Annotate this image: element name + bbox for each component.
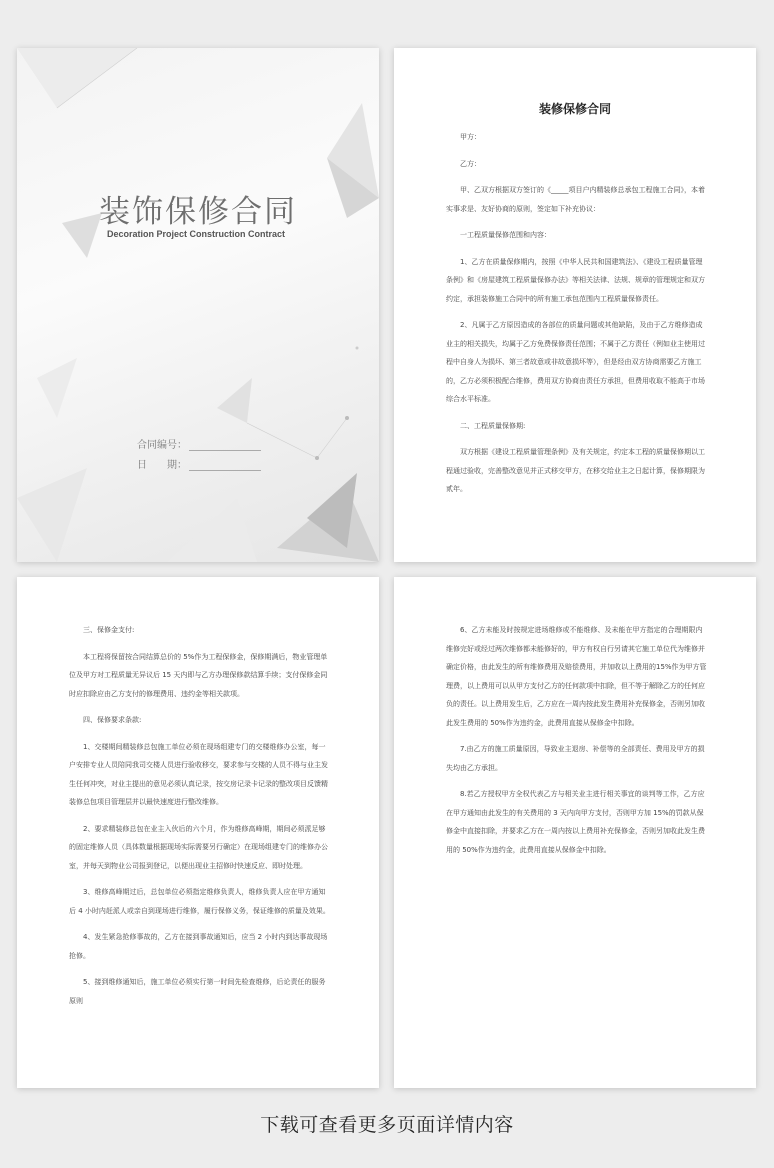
date-field	[137, 456, 261, 471]
clause-paragraph: 双方根据《建设工程质量管理条例》及有关规定，约定本工程的质量保修期以工程通过验收，完善整改意见并正式移交甲方，在移交给业主之日起计算，保修期限为贰年。	[446, 448, 705, 493]
clause-paragraph: 7.由乙方的施工质量原因，导致业主退房、补偿等的全部责任、费用及甲方的损失均由乙方承担。	[446, 745, 705, 772]
clause-paragraph: 8.若乙方授权甲方全权代表乙方与相关业主进行相关事宜的谈判等工作，乙方应在甲方通知由此发生的有关费用的 3 天内向甲方支付，否则甲方加 15%的罚款从保修金中直接扣除，并要求乙方在一周内按以上费用补充保修金，否则另加收此发生费用的 50%作为违约金，此费用直接从保修金中扣除。	[446, 790, 705, 854]
page4-body	[446, 621, 708, 867]
party-b-line: 乙方：	[460, 159, 481, 168]
page3-body	[69, 621, 331, 1018]
document-page-2	[394, 48, 756, 562]
clause-paragraph: 2、要求精装修总包在业主入伙后的六个月，作为维修高峰期，期间必须派足够的固定维修人员（具体数量根据现场实际需要另行确定）在现场组建专门的维修办公室，并每天到物业公司报到登记，以便出现业主招修时快速反应、即时处理。	[69, 824, 328, 870]
contract-no-label: 合同编号：	[137, 440, 187, 451]
section-heading: 一工程质量保修范围和内容：	[460, 231, 551, 239]
clause-paragraph: 3、维修高峰期过后，总包单位必须指定维修负责人，维修负责人应在甲方通知后 4 小时内赶派人或亲自到现场进行维修，履行保修义务，保证维修的质量及效果。	[69, 888, 330, 915]
section-heading: 二、工程质量保修期:	[460, 421, 526, 430]
cover-page	[17, 48, 379, 562]
cover-subtitle: Decoration Project Construction Contract	[107, 229, 286, 239]
intro-paragraph: 甲、乙双方根据双方签订的《_____项目户内精装修总承包工程施工合同》，本着实事求是、友好协商的原则，签定如下补充协议：	[446, 186, 705, 213]
download-more-caption: 下载可查看更多页面详情内容	[260, 1114, 514, 1136]
contract-no-line	[189, 441, 261, 451]
page2-body	[446, 128, 708, 507]
cover-title: 装饰保修合同	[99, 194, 297, 230]
clause-paragraph: 本工程将保留按合同结算总价的 5%作为工程保修金，保修期满后，物业管理单位及甲方对工程质量无异议后 15 天内即与乙方办理保修款结算手续；支付保修金同时应扣除应由乙方支付的修理费用、违约金等相关款项。	[69, 652, 328, 698]
document-page-4	[394, 577, 756, 1088]
date-label: 日 期：	[137, 460, 187, 471]
clause-paragraph: 5、接到维修通知后，施工单位必须实行第一时间先检查维修，后论责任的服务原则	[69, 978, 326, 1005]
clause-paragraph: 2、凡属于乙方原因造成的各部位的质量问题或其他缺陷，及由于乙方维修造成业主的相关损失，均属于乙方免费保修责任范围；不属于乙方责任（例如业主使用过程中自身人为损坏、第三者故意或非故意损坏等），但是经由双方协商需要乙方施工的，乙方必须积极配合维修，费用双方协商由责任方承担，但费用收取不能高于市场综合水平标准。	[446, 321, 705, 403]
clause-paragraph: 1、乙方在质量保修期内，按照《中华人民共和国建筑法》、《建设工程质量管理条例》和《房屋建筑工程质量保修办法》等相关法律、法规、规章的管理规定和双方约定，承担装修施工合同中的所有施工承包范围内工程质量保修责任。	[446, 257, 705, 303]
section-heading: 三、保修金支付:	[83, 626, 135, 634]
cover-decoration	[17, 48, 379, 562]
party-a-line: 甲方：	[460, 133, 481, 141]
date-line	[189, 461, 261, 471]
document-page-3	[17, 577, 379, 1088]
clause-paragraph: 6、乙方未能及时按规定进场维修或不能维修、及未能在甲方指定的合理期限内维修完好或经过两次维修都未能修好的，甲方有权自行另请其它施工单位代为维修并确定价格，由此发生的所有维修费用及赔偿费用，并加收以上费用的15%作为甲方管理费，以上费用可以从甲方支付乙方的任何款项中扣除，但不等于解除乙方的任何应负的责任。以上费用发生后，乙方应在一周内按此发生费用补充保修金，否则另加收此发生费用的 50%作为违约金，此费用直接从保修金中扣除。	[446, 626, 707, 727]
section-heading: 四、保修要求条款:	[83, 716, 142, 724]
clause-paragraph: 1、交楼期间精装修总包施工单位必须在现场组建专门的交楼维修办公室，每一户安排专业人员陪同我司交楼人员进行验收移交，要求参与交楼的人员不得与业主发生任何冲突，对业主提出的意见必须认真记录，按交房记录卡记录的整改项目反馈精装修总包项目管理层并以最快速度进行整改维修。	[69, 742, 328, 806]
clause-paragraph: 4、发生紧急抢修事故的，乙方在接到事故通知后，应当 2 小时内到达事故现场抢修。	[69, 933, 328, 960]
document-title: 装修保修合同	[538, 102, 611, 116]
contract-no-field	[137, 436, 261, 451]
